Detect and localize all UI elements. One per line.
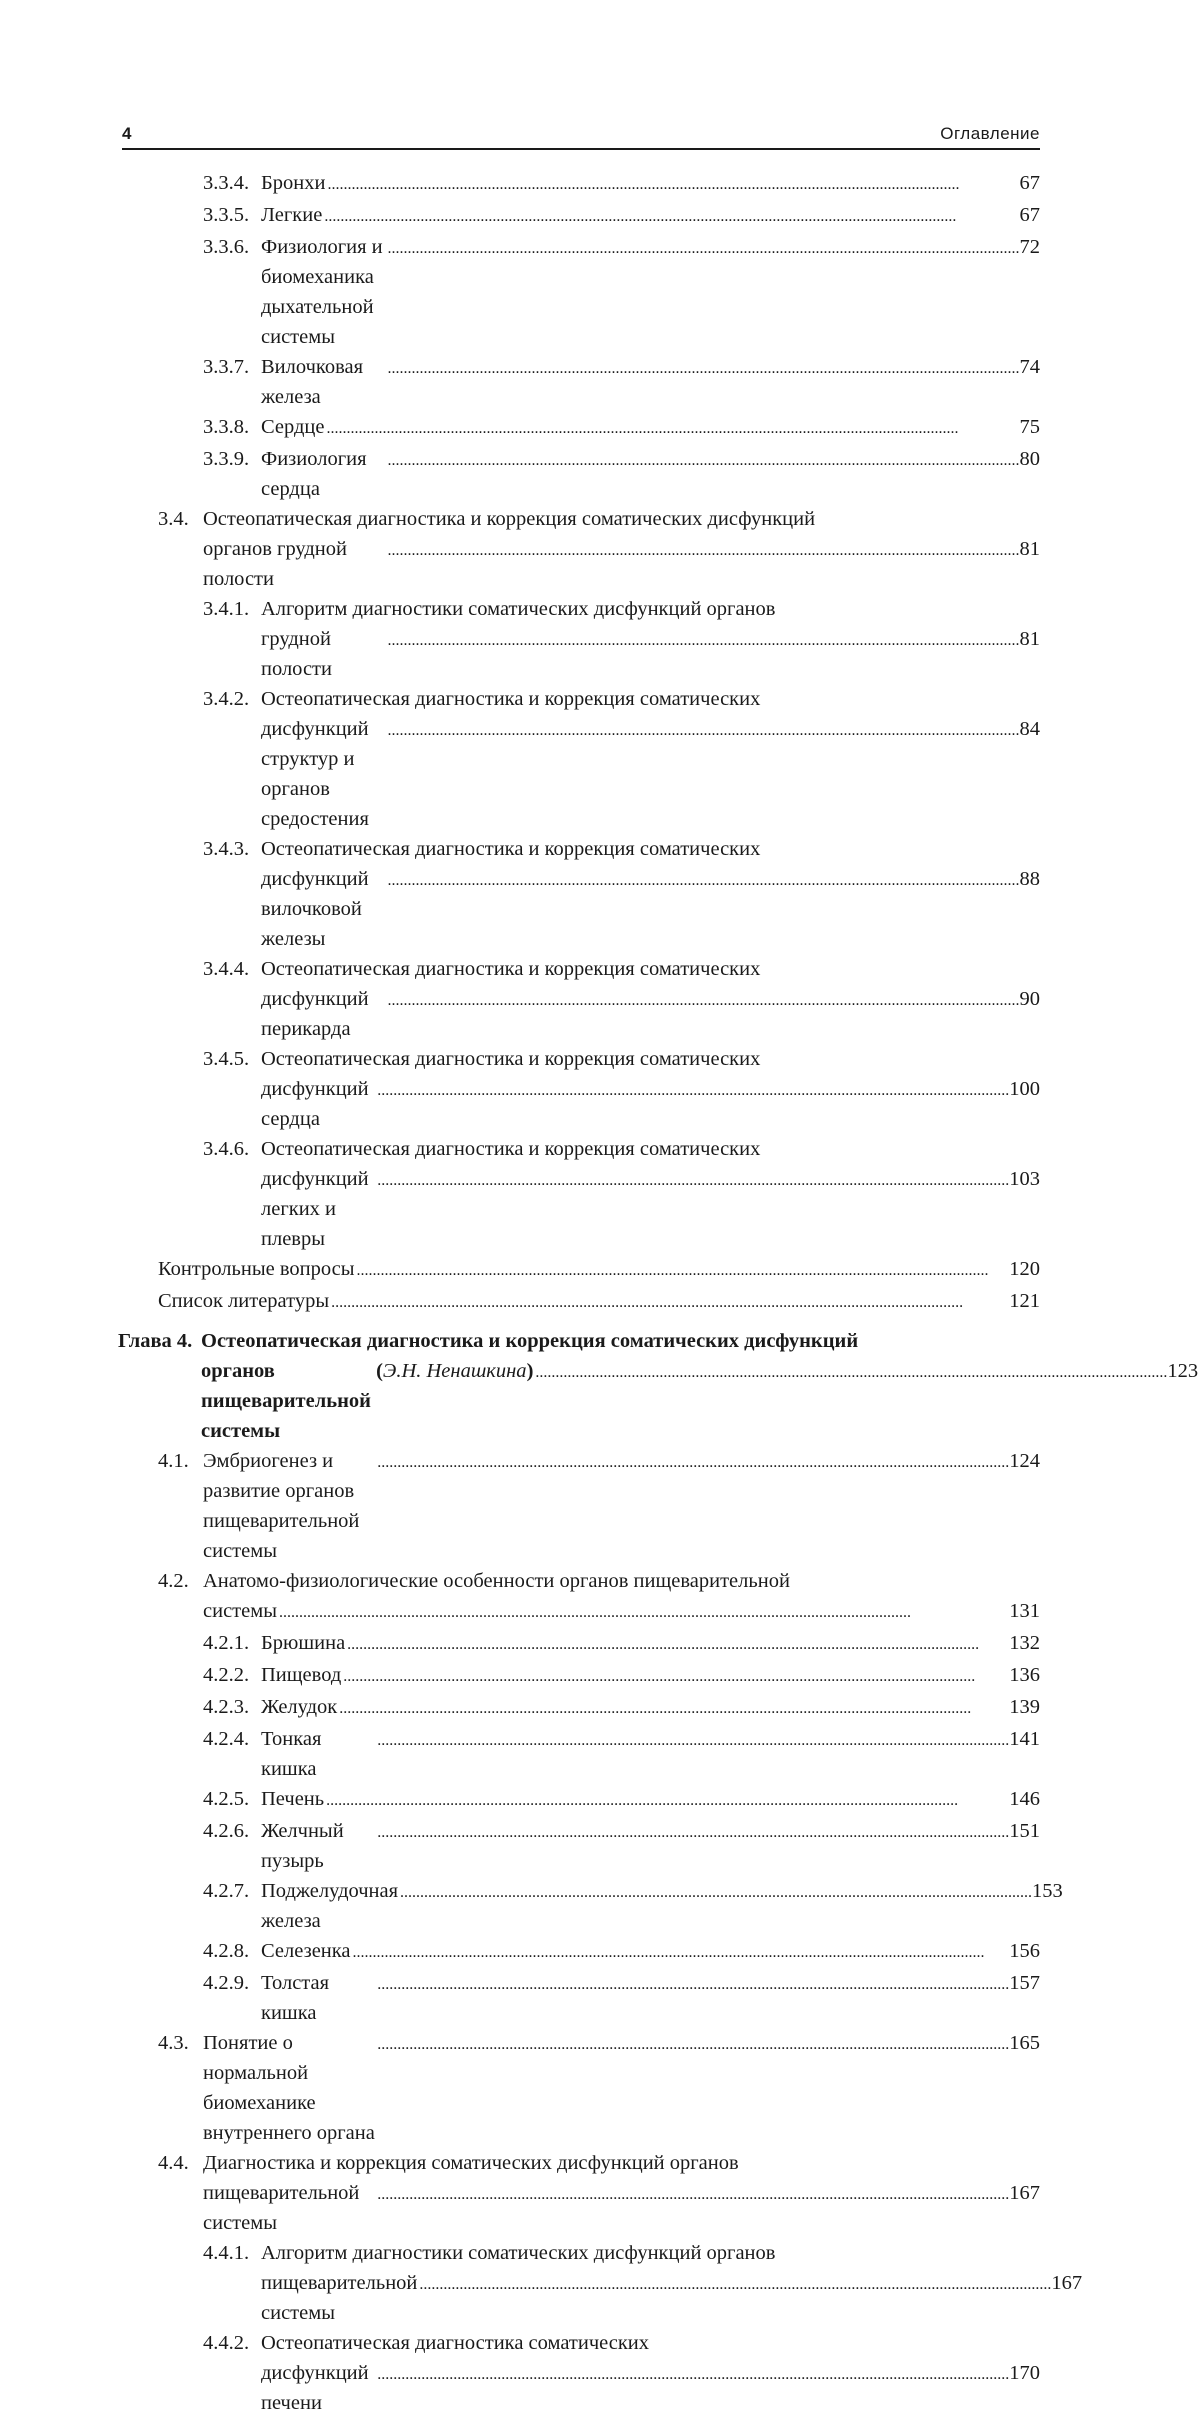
toc-entry-page: 84 [1019,718,1040,740]
toc-entry[interactable] [203,2328,1040,2418]
toc-entry-number: 4.2.3. [203,1696,250,1718]
page-number: 4 [122,124,132,143]
toc-entry-page: 72 [1019,236,1040,258]
toc-entry-number: 3.3.5. [203,204,250,226]
dot-leader [377,1816,1007,1848]
toc-entry-number: 4.3. [158,2032,189,2054]
toc-entry-page: 121 [1009,1290,1040,1312]
dot-leader [279,1596,1007,1628]
toc-entry-title: Остеопатическая диагностика и коррекция соматических [261,1138,761,1160]
toc-entry-title: Желудок [261,1696,338,1718]
toc-entry[interactable] [203,834,1040,954]
toc-entry-title: Контрольные вопросы [158,1258,355,1280]
toc-entry-page: 146 [1009,1788,1040,1810]
toc-entry-page: 141 [1009,1728,1040,1750]
dot-leader [388,984,1018,1016]
toc-entry-title: Пищевод [261,1664,342,1686]
dot-leader [388,444,1018,476]
toc-entry-page: 81 [1019,628,1040,650]
toc-entry-title: дисфункций сердца [261,1078,369,1130]
toc-entry-page: 136 [1009,1664,1040,1686]
toc-entry[interactable] [158,2028,1040,2148]
toc-entry-title: Физиология и биомеханика дыхательной системы [261,236,383,348]
dot-leader [388,624,1018,656]
toc-entry-number: 4.2.9. [203,1972,250,1994]
dot-leader [343,1660,1007,1692]
toc-entry-title: Брюшина [261,1632,346,1654]
toc-entry-title: органов грудной полости [203,538,348,590]
toc-entry-page: 170 [1009,2362,1040,2384]
toc-entry[interactable] [203,168,1040,200]
toc-entry-title: Список литературы [158,1290,330,1312]
toc-entry-title: Желчный пузырь [261,1820,344,1872]
toc-entry-title: Остеопатическая диагностика и коррекция соматических [261,688,761,710]
toc-entry-title: Остеопатическая диагностика и коррекция соматических дисфункций [201,1330,859,1352]
toc-entry-number: 4.2.7. [203,1880,250,1902]
paren-close: ) [526,1360,534,1382]
toc-entry-title: Остеопатическая диагностика и коррекция соматических дисфункций [203,508,816,530]
toc-entry-page: 67 [1019,204,1040,226]
dot-leader [353,1936,1008,1968]
toc-entry-number: 3.3.6. [203,236,250,258]
toc-entry[interactable] [158,1254,1040,1286]
toc-entry-page: 157 [1009,1972,1040,1994]
toc-entry-number: 3.3.4. [203,172,250,194]
toc-entry[interactable] [158,1566,1040,1628]
toc-entry-page: 75 [1019,416,1040,438]
toc-entry-title: Бронхи [261,172,326,194]
toc-entry-page: 167 [1051,2272,1083,2294]
toc-entry-title: дисфункций печени [261,2362,369,2414]
dot-leader [377,1446,1007,1478]
toc-entry-number: 4.4. [158,2152,189,2174]
toc-entry[interactable] [203,2238,1083,2328]
dot-leader [377,1164,1007,1196]
toc-entry-number: 3.4.3. [203,838,250,860]
toc-entry-number: 4.2.1. [203,1632,250,1654]
toc-entry-title: Тонкая кишка [261,1728,322,1780]
toc-entry-title: пищеварительной системы [261,2272,418,2324]
toc-entry-page: 153 [1032,1880,1063,1902]
toc-entry[interactable] [158,1446,1040,1566]
toc-entry-page: 165 [1009,2032,1040,2054]
toc-entry[interactable] [203,1724,1040,1784]
dot-leader [388,864,1018,896]
toc-entry-number: 3.3.9. [203,448,250,470]
dot-leader [324,200,1017,232]
toc-entry[interactable] [158,1286,1040,1318]
dot-leader [377,1724,1007,1756]
toc-entry-title: Алгоритм диагностики соматических дисфункций органов [261,598,776,620]
toc-entry-title: Толстая кишка [261,1972,330,2024]
toc-entry-title: дисфункций легких и плевры [261,1168,369,1250]
dot-leader [377,2178,1007,2210]
toc-entry-title: органов пищеварительной системы [201,1360,371,1442]
toc-entry-page: 123 [1167,1360,1198,1382]
toc-entry-title: Понятие о нормальной биомеханике внутреннего органа [203,2032,375,2144]
toc-entry-number: 3.4.1. [203,598,250,620]
toc-entry[interactable] [203,1628,1040,1660]
toc-entry-page: 90 [1019,988,1040,1010]
toc-entry[interactable] [203,1968,1040,2028]
toc-entry[interactable] [203,1134,1040,1254]
dot-leader [400,1876,1030,1908]
toc-entry-title: грудной полости [261,628,332,680]
toc-entry-page: 156 [1009,1940,1040,1962]
toc-entry-title: Печень [261,1788,325,1810]
toc-entry-number: 3.3.7. [203,356,250,378]
toc-entry-page: 139 [1009,1696,1040,1718]
toc-entry[interactable] [203,1876,1063,1936]
toc-chapter-entry[interactable] [118,1326,1198,1446]
toc-entry[interactable] [203,1784,1040,1816]
toc-entry-number: 4.2.5. [203,1788,250,1810]
paren-open: ( [370,1360,383,1382]
toc-entry-number: Глава 4. [118,1330,193,1352]
toc-entry[interactable] [203,352,1040,412]
toc-entry-page: 151 [1009,1820,1040,1842]
dot-leader [388,714,1018,746]
toc-entry[interactable] [203,444,1040,504]
table-of-contents [0,168,1198,2418]
dot-leader [377,2358,1007,2390]
dot-leader [327,412,1018,444]
toc-entry-title: Селезенка [261,1940,351,1962]
toc-entry-page: 88 [1019,868,1040,890]
toc-entry-number: 3.4.5. [203,1048,250,1070]
toc-entry-number: 3.3.8. [203,416,250,438]
toc-entry-title: дисфункций вилочковой железы [261,868,369,950]
toc-entry-page: 80 [1019,448,1040,470]
dot-leader [357,1254,1008,1286]
dot-leader [419,2268,1049,2300]
toc-entry-title: Анатомо-физиологические особенности органов пищеварительной [203,1570,790,1592]
toc-entry-title: Алгоритм диагностики соматических дисфункций органов [261,2242,776,2264]
toc-entry-title: Остеопатическая диагностика и коррекция соматических [261,958,761,980]
toc-entry-page: 74 [1019,356,1040,378]
toc-entry-number: 4.2.8. [203,1940,250,1962]
toc-entry-title: системы [203,1600,277,1622]
toc-entry-number: 4.2. [158,1570,189,1592]
dot-leader [326,1784,1007,1816]
dot-leader [377,1968,1007,2000]
toc-entry-number: 4.4.1. [203,2242,250,2264]
toc-entry-page: 120 [1009,1258,1040,1280]
author-wrapper [371,1356,533,1386]
toc-entry-title: Эмбриогенез и развитие органов пищеварительной системы [203,1450,360,1562]
toc-entry-title: Физиология сердца [261,448,367,500]
dot-leader [388,232,1018,264]
toc-entry-page: 67 [1019,172,1040,194]
toc-entry-title: Остеопатическая диагностика и коррекция соматических [261,1048,761,1070]
toc-entry-title: дисфункций структур и органов средостения [261,718,369,830]
toc-entry-page: 81 [1019,538,1040,560]
toc-entry-page: 132 [1009,1632,1040,1654]
toc-entry[interactable] [203,1660,1040,1692]
toc-entry-title: Легкие [261,204,323,226]
toc-entry-title: Остеопатическая диагностика и коррекция соматических [261,838,761,860]
toc-entry-title: Диагностика и коррекция соматических дисфункций органов [203,2152,739,2174]
dot-leader [347,1628,1007,1660]
toc-entry[interactable] [203,954,1040,1044]
dot-leader [377,2028,1007,2060]
toc-entry-title: Сердце [261,416,325,438]
toc-entry[interactable] [203,1936,1040,1968]
toc-entry[interactable] [203,684,1040,834]
toc-entry[interactable] [203,412,1040,444]
toc-entry[interactable] [203,200,1040,232]
toc-entry-title: пищеварительной системы [203,2182,360,2234]
dot-leader [535,1356,1165,1388]
toc-entry-page: 167 [1009,2182,1040,2204]
toc-entry-number: 3.4. [158,508,189,530]
toc-entry-number: 4.2.2. [203,1664,250,1686]
toc-entry-title: Поджелудочная железа [261,1880,399,1932]
toc-entry[interactable] [158,504,1040,594]
dot-leader [388,352,1018,384]
toc-entry-number: 4.2.4. [203,1728,250,1750]
dot-leader [377,1074,1007,1106]
toc-entry-number: 4.4.2. [203,2332,250,2354]
toc-entry[interactable] [203,1044,1040,1134]
dot-leader [339,1692,1007,1724]
toc-entry-number: 3.4.6. [203,1138,250,1160]
dot-leader [331,1286,1007,1318]
toc-entry-title: Остеопатическая диагностика соматических [261,2332,650,2354]
toc-entry-page: 131 [1009,1600,1040,1622]
toc-entry-page: 103 [1009,1168,1040,1190]
toc-entry[interactable] [158,2148,1040,2238]
toc-entry-number: 3.4.2. [203,688,250,710]
toc-entry[interactable] [203,1692,1040,1724]
toc-entry-author: Э.Н. Ненашкина [382,1360,527,1382]
toc-entry-title: Вилочковая железа [261,356,364,408]
toc-entry-title: дисфункций перикарда [261,988,369,1040]
toc-entry-number: 4.1. [158,1450,189,1472]
running-title: Оглавление [940,124,1040,143]
toc-entry-number: 4.2.6. [203,1820,250,1842]
toc-entry-page: 100 [1009,1078,1040,1100]
toc-entry[interactable] [203,232,1040,352]
toc-entry-page: 124 [1009,1450,1040,1472]
dot-leader [327,168,1017,200]
toc-entry[interactable] [203,1816,1040,1876]
toc-entry[interactable] [203,594,1040,684]
dot-leader [388,534,1018,566]
toc-entry-number: 3.4.4. [203,958,250,980]
running-header [122,124,1040,150]
